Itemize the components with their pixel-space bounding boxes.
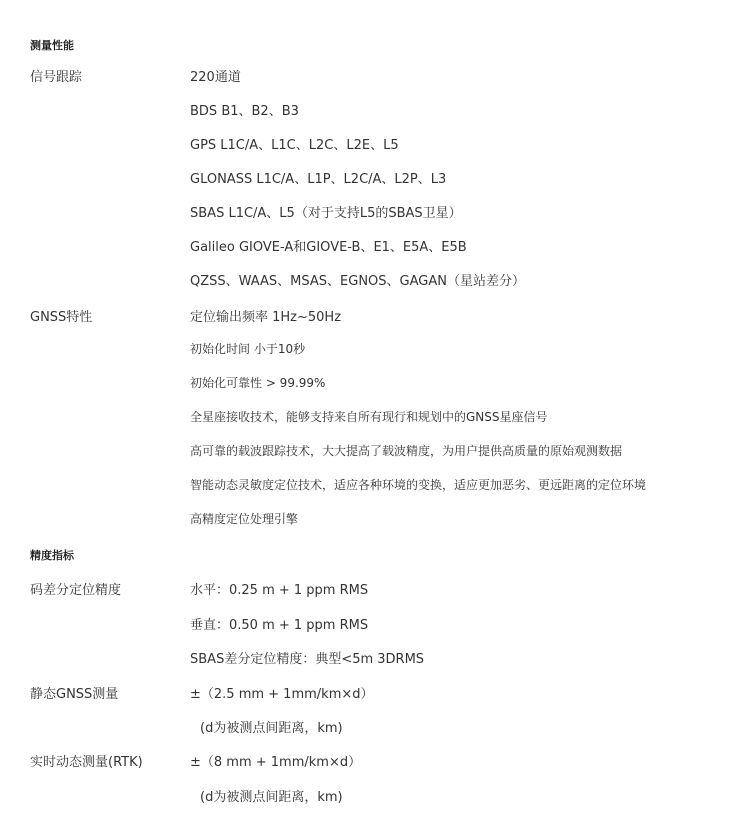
code-accuracy-value: 水平：0.25 m + 1 ppm RMS bbox=[190, 583, 369, 598]
tracking-value: GLONASS L1C/A、L1P、L2C/A、L2P、L3 bbox=[190, 172, 447, 187]
gnss-value: 定位输出频率 1Hz~50Hz bbox=[190, 310, 342, 325]
label-code-diff-accuracy: 码差分定位精度 bbox=[30, 583, 122, 598]
static-accuracy-value: ±（2.5 mm + 1mm/km×d） bbox=[190, 687, 374, 702]
gnss-value: 全星座接收技术，能够支持来自所有现行和规划中的GNSS星座信号 bbox=[190, 410, 548, 424]
tracking-value: GPS L1C/A、L1C、L2C、L2E、L5 bbox=[190, 138, 399, 153]
code-accuracy-value: 垂直：0.50 m + 1 ppm RMS bbox=[190, 618, 369, 633]
tracking-value: 220通道 bbox=[190, 70, 241, 85]
code-accuracy-value: SBAS差分定位精度：典型<5m 3DRMS bbox=[190, 652, 425, 667]
rtk-accuracy-value: ±（8 mm + 1mm/km×d） bbox=[190, 755, 362, 770]
section-title-measurement: 测量性能 bbox=[30, 39, 74, 52]
tracking-value: SBAS L1C/A、L5（对于支持L5的SBAS卫星） bbox=[190, 206, 462, 221]
gnss-value: 高精度定位处理引擎 bbox=[190, 512, 299, 526]
gnss-value: 智能动态灵敏度定位技术，适应各种环境的变换，适应更加恶劣、更远距离的定位环境 bbox=[190, 478, 647, 492]
rtk-accuracy-note: (d为被测点间距离，km) bbox=[200, 790, 343, 805]
label-static-gnss: 静态GNSS测量 bbox=[30, 687, 119, 702]
section-title-accuracy: 精度指标 bbox=[30, 549, 74, 562]
tracking-value: QZSS、WAAS、MSAS、EGNOS、GAGAN（星站差分） bbox=[190, 274, 525, 289]
gnss-value: 高可靠的载波跟踪技术，大大提高了载波精度，为用户提供高质量的原始观测数据 bbox=[190, 444, 623, 458]
tracking-value: Galileo GIOVE-A和GIOVE-B、E1、E5A、E5B bbox=[190, 240, 467, 255]
tracking-value: BDS B1、B2、B3 bbox=[190, 104, 299, 119]
label-rtk: 实时动态测量(RTK) bbox=[30, 755, 143, 770]
label-signal-tracking: 信号跟踪 bbox=[30, 70, 83, 85]
gnss-value: 初始化可靠性 > 99.99% bbox=[190, 376, 326, 390]
static-accuracy-note: (d为被测点间距离，km) bbox=[200, 721, 343, 736]
label-gnss-features: GNSS特性 bbox=[30, 310, 93, 325]
gnss-value: 初始化时间 小于10秒 bbox=[190, 342, 306, 356]
